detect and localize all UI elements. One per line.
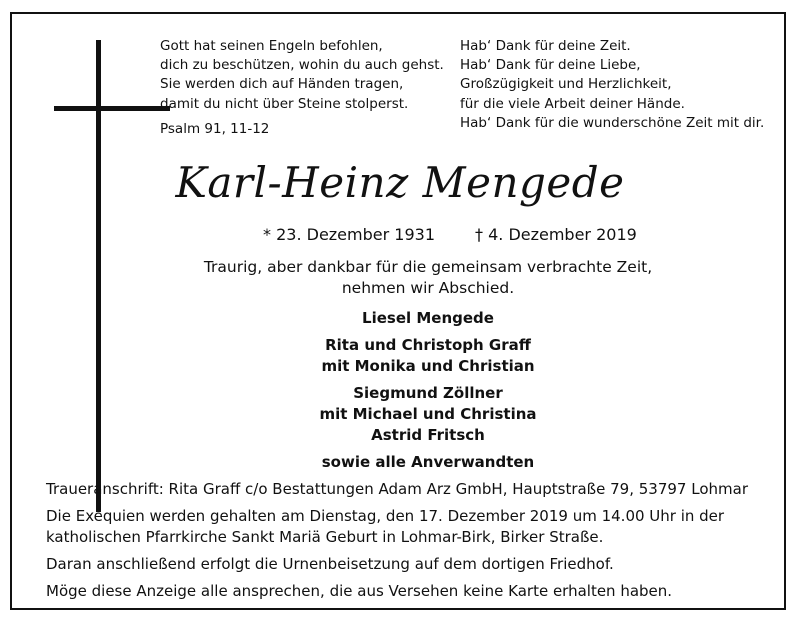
- mourner-name: mit Michael und Christina: [319, 405, 537, 423]
- verse-reference: Psalm 91, 11-12: [160, 120, 270, 137]
- verse-line: Hab‘ Dank für deine Liebe,: [460, 57, 641, 74]
- mourner-group: [0, 383, 800, 446]
- thanks-verse: [460, 37, 764, 133]
- message-line: Traurig, aber dankbar für die gemeinsam verbrachte Zeit,: [203, 258, 653, 276]
- deceased-name: Karl-Heinz Mengede: [175, 158, 625, 207]
- exequies-line: katholischen Pfarrkirche Sankt Mariä Geburt in Lohmar-Birk, Birker Straße.: [46, 528, 604, 546]
- mourner-group: [0, 452, 800, 473]
- mourning-address: Traueranschrift: Rita Graff c/o Bestattungen Adam Arz GmbH, Hauptstraße 79, 53797 Lohmar: [46, 480, 748, 498]
- verse-line: Sie werden dich auf Händen tragen,: [160, 76, 404, 93]
- mourner-name: Rita und Christoph Graff: [325, 336, 531, 354]
- message-line: nehmen wir Abschied.: [341, 279, 515, 297]
- mourners-list: [0, 308, 800, 473]
- cross-icon-bar: [54, 106, 170, 111]
- mourner-group: [0, 308, 800, 329]
- life-dates: [263, 225, 637, 244]
- burial-info: Daran anschließend erfolgt die Urnenbeisetzung auf dem dortigen Friedhof.: [46, 555, 614, 573]
- death-date: † 4. Dezember 2019: [475, 225, 637, 244]
- mourner-name: sowie alle Anverwandten: [321, 453, 535, 471]
- verse-line: für die viele Arbeit deiner Hände.: [460, 95, 685, 112]
- mourner-group: [0, 335, 800, 377]
- mourner-name: mit Monika und Christian: [321, 357, 535, 375]
- notice-footer: [46, 479, 752, 602]
- closing-note: Möge diese Anzeige alle ansprechen, die aus Versehen keine Karte erhalten haben.: [46, 582, 673, 600]
- verse-line: dich zu beschützen, wohin du auch gehst.: [160, 57, 444, 74]
- verse-line: damit du nicht über Steine stolperst.: [160, 95, 409, 112]
- verse-line: Gott hat seinen Engeln befohlen,: [160, 38, 383, 54]
- farewell-message: [0, 257, 800, 299]
- verse-line: Großzügigkeit und Herzlichkeit,: [460, 76, 672, 93]
- mourner-name: Siegmund Zöllner: [353, 384, 503, 402]
- birth-date: * 23. Dezember 1931: [263, 225, 435, 244]
- psalm-verse: [160, 37, 444, 139]
- verse-line: Hab‘ Dank für die wunderschöne Zeit mit dir.: [460, 114, 765, 131]
- exequies-line: Die Exequien werden gehalten am Dienstag, den 17. Dezember 2019 um 14.00 Uhr in der: [46, 507, 725, 525]
- verse-line: Hab‘ Dank für deine Zeit.: [460, 38, 631, 54]
- mourner-name: Liesel Mengede: [362, 309, 494, 327]
- mourner-name: Astrid Fritsch: [371, 426, 485, 444]
